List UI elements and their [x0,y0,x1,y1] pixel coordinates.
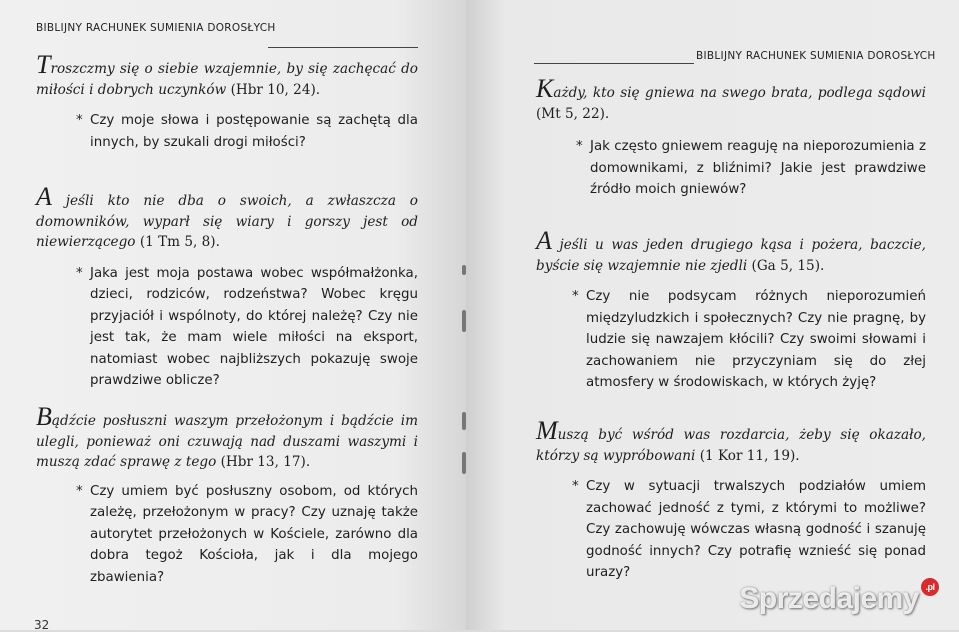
scripture-quote [536,226,926,276]
drop-cap: B [36,402,52,431]
right-section-3 [536,416,926,584]
quote-text: ądźcie posłuszni waszym przełożonym i bądźcie im ulegli, ponieważ oni czuwają nad duszami waszymi i muszą zdać sprawę z tego [36,413,418,470]
right-page [466,0,959,630]
scripture-quote [36,402,418,473]
sprzedajemy-watermark-logo [739,582,937,616]
quote-text: jeśli u was jeden drugiego kąsa i pożera, baczcie, byście się wzajemnie nie zjedli [536,237,926,274]
drop-cap: A [536,226,552,255]
examination-question: * Czy w sytuacji trwalszych podziałów umiem zachować jedność z tymi, z którymi to możliwe? Czy zachowuję wówczas własną godność i szanuję godność innych? Czy potrafię wznieść się ponad urazy? [572,479,926,580]
header-rule-right [534,63,694,64]
examination-question: * Jak często gniewem reaguję na nieporozumienia z domownikami, z bliźnimi? Jakie jest prawdziwe źródło moich gniewów? [576,139,926,197]
examination-question: * Czy umiem być posłuszny osobom, od których zależę, przełożonym w pracy? Czy uznaję także autorytet przełożonych w Kościele, zarówno dla dobra tegoż Kościoła, jak i dla mojego zbawienia? [76,483,418,585]
quote-text: uszą być wśród was rozdarcia, żeby się okazało, którzy są wypróbowani [536,427,926,464]
scripture-quote [536,416,926,466]
scripture-quote [36,50,418,100]
running-header-right: BIBLIJNY RACHUNEK SUMIENIA DOROSŁYCH [696,50,936,62]
right-section-1 [536,74,926,201]
question-text: Czy nie podsycam różnych nieporozumień międzyludzkich i społecznych? Czy nie pragnę, by ludzie się nawzajem kłócili? Czy swoimi słowami i zachowaniem nie przyczyniam się do złej atmosfery w środowiskach, w których żyję? [586,289,926,390]
question-text: Czy w sytuacji trwalszych podziałów umiem zachować jedność z tymi, z którymi to możliwe? Czy zachowuję wówczas własną godność i szanuję godność innych? Czy potrafię wznieść się ponad urazy? [586,479,926,580]
quote-text: jeśli kto nie dba o swoich, a zwłaszcza o domowników, wyparł się wiary i gorszy jest od niewierzącego [36,193,418,250]
bible-reference: (1 Tm 5, 8). [139,234,220,250]
examination-question: * Jaka jest moja postawa wobec współmałżonka, dzieci, rodziców, rodzeństwa? Wobec kręgu przyjaciół i wspólnoty, do której należę? Czy nie jest tak, że mam wiele miłości na eksport, natomiast wobec najbliższych pokazuję swoje prawdziwe oblicze? [76,265,418,388]
watermark-text: Sprzedajemy [739,582,919,615]
question-text: Czy umiem być posłuszny osobom, od których zależę, przełożonym w pracy? Czy uznaję także autorytet przełożonych w Kościele, zarówno dla dobra tegoż Kościoła, jak i dla mojego zbawienia? [90,483,418,585]
examination-question: * Czy moje słowa i postępowanie są zachętą dla innych, by szukali drogi miłości? [76,113,418,150]
scripture-quote [36,182,418,253]
drop-cap: T [36,50,51,79]
bible-reference: (Mt 5, 22). [536,105,610,122]
quote-text: ażdy, kto się gniewa na swego brata, podlega sądowi [553,85,926,101]
left-section-3 [36,402,418,588]
drop-cap: M [536,416,558,445]
running-header-left: BIBLIJNY RACHUNEK SUMIENIA DOROSŁYCH [36,22,276,34]
drop-cap: A [36,182,52,211]
bible-reference: (Ga 5, 15). [751,257,825,274]
question-text: Czy moje słowa i postępowanie są zachętą dla innych, by szukali drogi miłości? [90,113,418,150]
left-section-2 [36,182,418,392]
drop-cap: K [536,74,554,103]
page-number: 32 [34,618,50,632]
examination-question: * Czy nie podsycam różnych nieporozumień międzyludzkich i społecznych? Czy nie pragnę, by ludzie się nawzajem kłócili? Czy swoimi słowami i zachowaniem nie przyczyniam się do złej atmosfery w środowiskach, w których żyję? [572,289,926,390]
watermark-badge: .pl [921,578,939,596]
left-section-1 [36,50,418,153]
header-rule-left [268,47,418,48]
scripture-quote [536,74,926,124]
question-text: Jak często gniewem reaguję na nieporozumienia z domownikami, z bliźnimi? Jakie jest prawdziwe źródło moich gniewów? [590,139,926,197]
right-section-2 [536,226,926,394]
bible-reference: (Hbr 13, 17). [220,454,311,470]
quote-text: roszczmy się o siebie wzajemnie, by się zachęcać do miłości i dobrych uczynków [36,61,418,98]
question-text: Jaka jest moja postawa wobec współmałżonka, dzieci, rodziców, rodzeństwa? Wobec kręgu przyjaciół i wspólnoty, do której należę? Czy nie jest tak, że mam wiele miłości na eksport, natomiast wobec najbliższych pokazuję swoje prawdziwe oblicze? [90,265,418,388]
bible-reference: (Hbr 10, 24). [230,81,321,98]
left-page [0,0,466,630]
bible-reference: (1 Kor 11, 19). [699,447,800,464]
